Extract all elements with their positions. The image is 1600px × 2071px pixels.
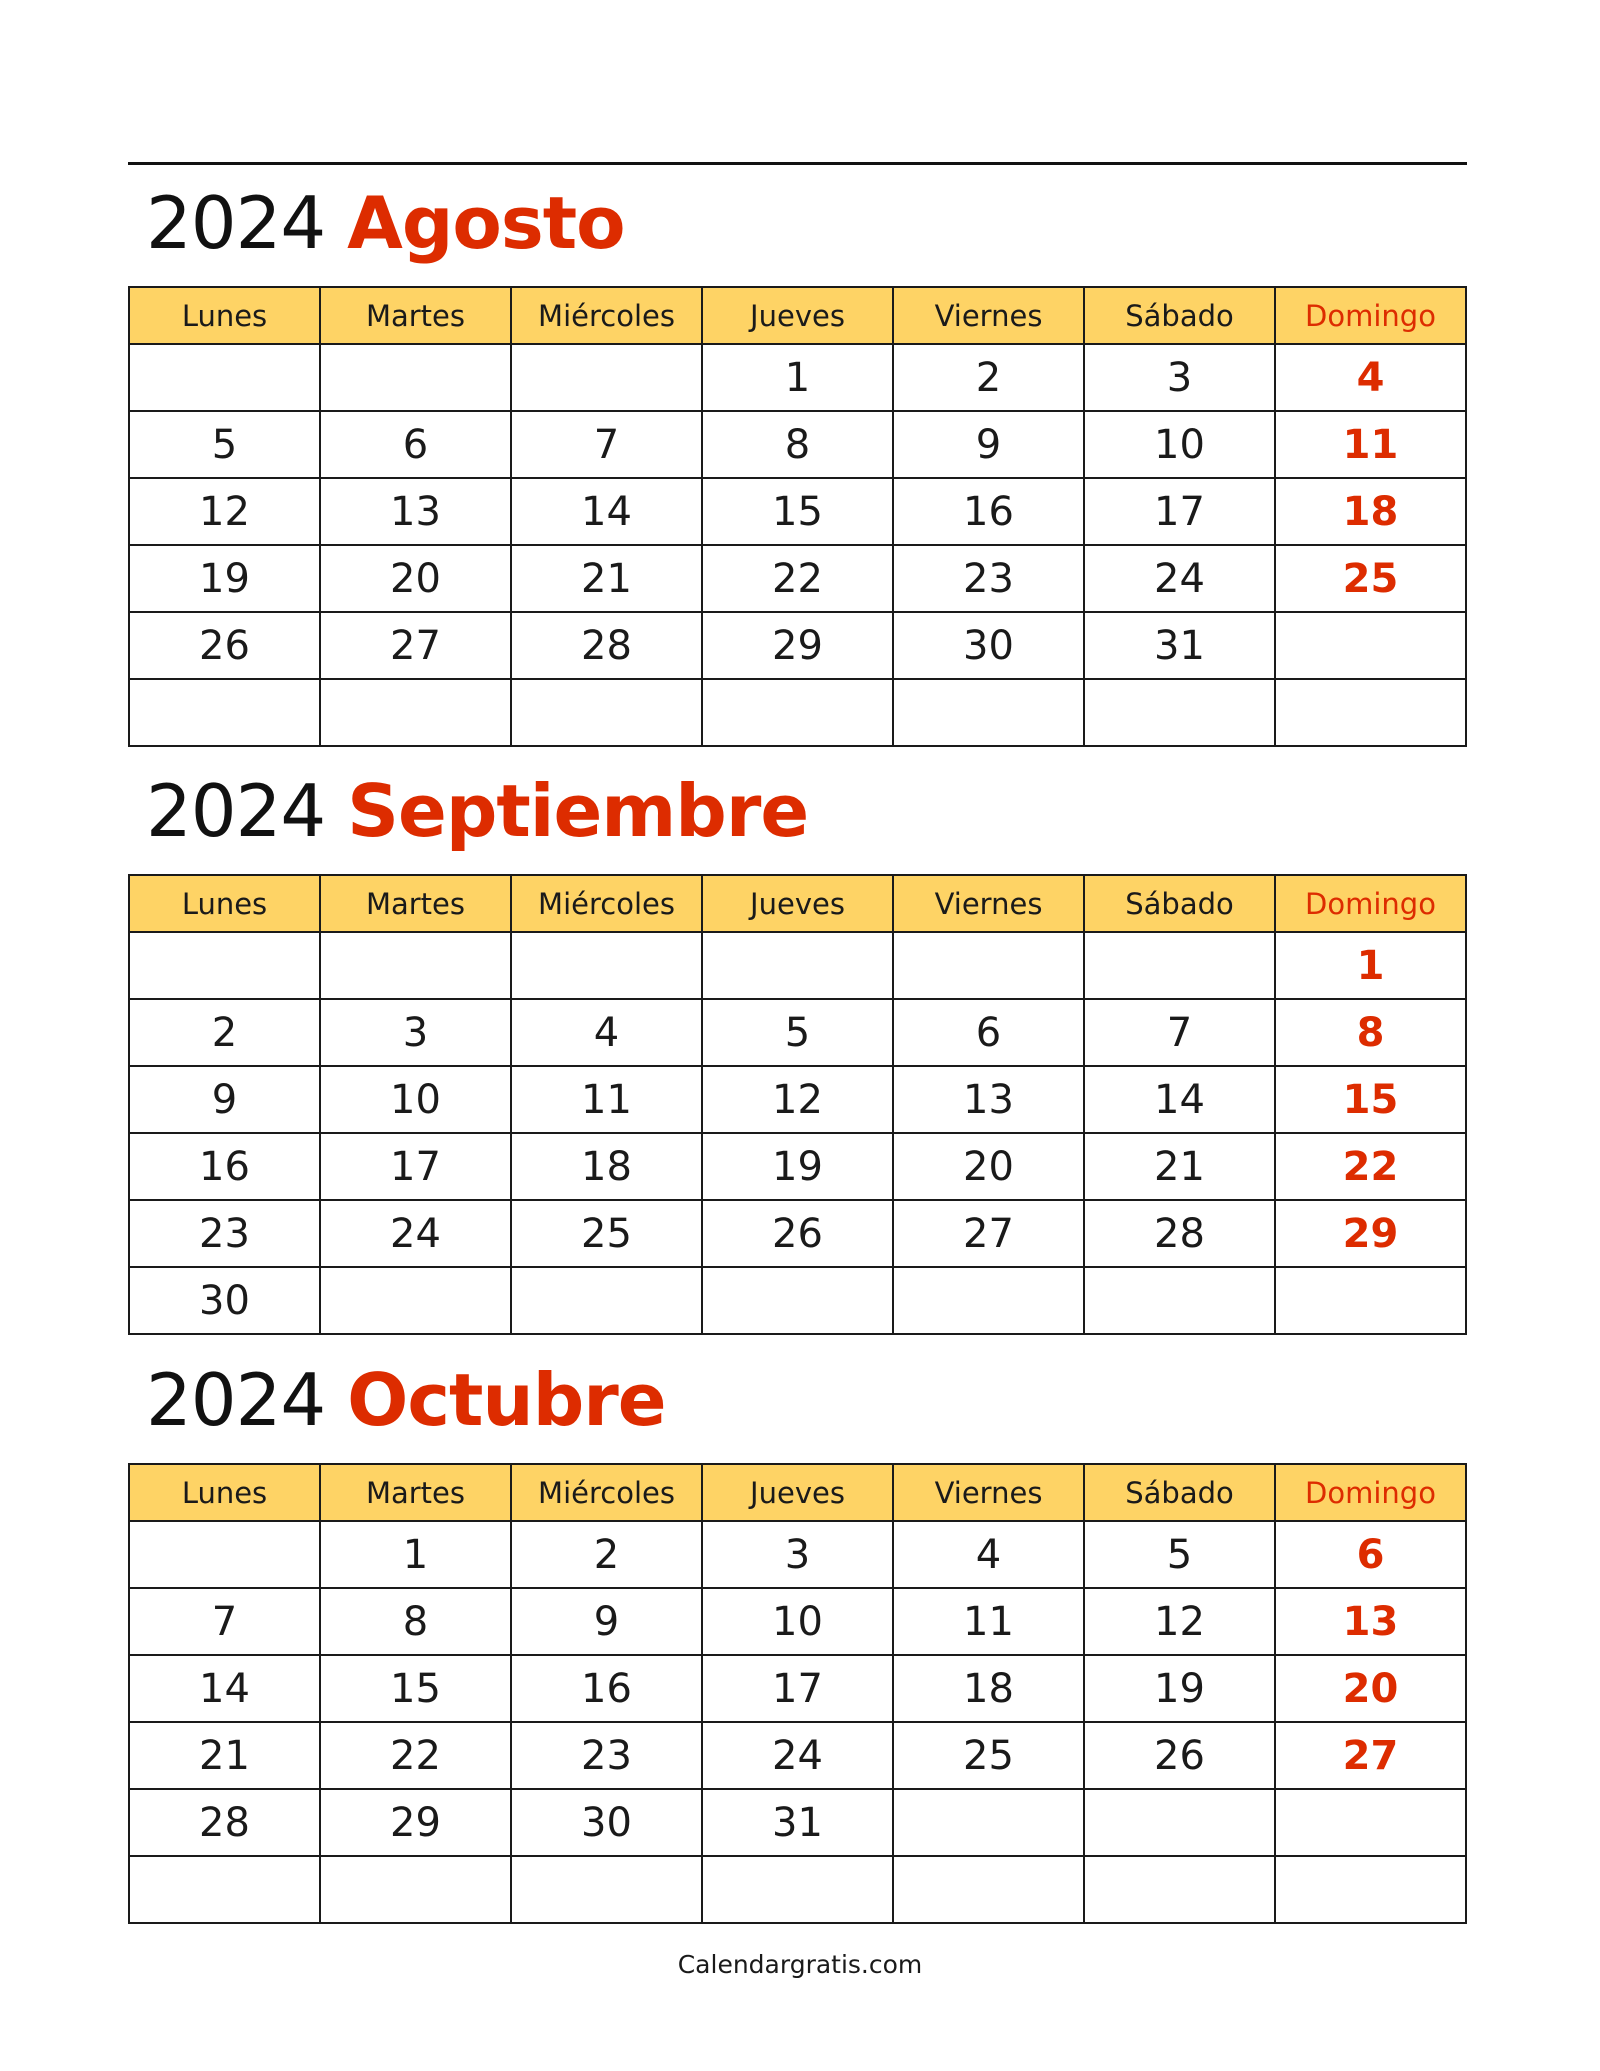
day-cell bbox=[1084, 1267, 1275, 1334]
day-cell: 9 bbox=[511, 1588, 702, 1655]
day-cell bbox=[893, 1267, 1084, 1334]
day-cell bbox=[320, 344, 511, 411]
weekday-header: Lunes bbox=[129, 1464, 320, 1521]
weekday-header: Sábado bbox=[1084, 875, 1275, 932]
day-cell bbox=[320, 1856, 511, 1923]
day-cell: 23 bbox=[129, 1200, 320, 1267]
week-row bbox=[129, 411, 1466, 478]
day-cell bbox=[1084, 679, 1275, 746]
day-cell: 7 bbox=[511, 411, 702, 478]
week-row bbox=[129, 1722, 1466, 1789]
day-cell: 3 bbox=[1084, 344, 1275, 411]
week-row bbox=[129, 679, 1466, 746]
day-cell-sunday bbox=[1275, 1267, 1466, 1334]
day-cell bbox=[702, 1267, 893, 1334]
day-cell-sunday: 6 bbox=[1275, 1521, 1466, 1588]
day-cell: 26 bbox=[702, 1200, 893, 1267]
day-cell: 21 bbox=[511, 545, 702, 612]
day-cell: 14 bbox=[1084, 1066, 1275, 1133]
day-cell: 24 bbox=[320, 1200, 511, 1267]
day-cell: 5 bbox=[129, 411, 320, 478]
week-row bbox=[129, 344, 1466, 411]
day-cell: 20 bbox=[320, 545, 511, 612]
day-cell bbox=[129, 1521, 320, 1588]
day-cell: 17 bbox=[320, 1133, 511, 1200]
weekday-header: Jueves bbox=[702, 875, 893, 932]
day-cell: 31 bbox=[1084, 612, 1275, 679]
day-cell-sunday: 29 bbox=[1275, 1200, 1466, 1267]
week-row bbox=[129, 1856, 1466, 1923]
day-cell: 14 bbox=[511, 478, 702, 545]
day-cell: 29 bbox=[702, 612, 893, 679]
day-cell bbox=[702, 679, 893, 746]
weekday-header: Miércoles bbox=[511, 287, 702, 344]
week-row bbox=[129, 1655, 1466, 1722]
day-cell-sunday: 4 bbox=[1275, 344, 1466, 411]
day-cell: 23 bbox=[893, 545, 1084, 612]
weekday-header: Viernes bbox=[893, 287, 1084, 344]
weekday-header: Miércoles bbox=[511, 875, 702, 932]
day-cell bbox=[893, 679, 1084, 746]
week-row bbox=[129, 1066, 1466, 1133]
day-cell: 1 bbox=[320, 1521, 511, 1588]
weekday-header: Domingo bbox=[1275, 875, 1466, 932]
day-cell-sunday: 18 bbox=[1275, 478, 1466, 545]
week-row bbox=[129, 932, 1466, 999]
weekday-header: Miércoles bbox=[511, 1464, 702, 1521]
top-rule bbox=[128, 162, 1467, 165]
day-cell-sunday: 20 bbox=[1275, 1655, 1466, 1722]
day-cell: 31 bbox=[702, 1789, 893, 1856]
day-cell: 18 bbox=[511, 1133, 702, 1200]
day-cell: 6 bbox=[320, 411, 511, 478]
day-cell bbox=[511, 932, 702, 999]
day-cell-sunday bbox=[1275, 1789, 1466, 1856]
day-cell bbox=[893, 932, 1084, 999]
day-cell: 17 bbox=[1084, 478, 1275, 545]
month-title bbox=[146, 178, 625, 268]
day-cell: 15 bbox=[702, 478, 893, 545]
day-cell bbox=[320, 1267, 511, 1334]
day-cell: 16 bbox=[893, 478, 1084, 545]
day-cell: 19 bbox=[1084, 1655, 1275, 1722]
day-cell: 23 bbox=[511, 1722, 702, 1789]
day-cell: 5 bbox=[1084, 1521, 1275, 1588]
weekday-header: Viernes bbox=[893, 1464, 1084, 1521]
day-cell: 11 bbox=[511, 1066, 702, 1133]
weekday-header: Sábado bbox=[1084, 1464, 1275, 1521]
weekday-header: Viernes bbox=[893, 875, 1084, 932]
week-row bbox=[129, 1133, 1466, 1200]
weekday-header: Jueves bbox=[702, 287, 893, 344]
day-cell: 9 bbox=[893, 411, 1084, 478]
day-cell: 2 bbox=[129, 999, 320, 1066]
week-row bbox=[129, 1789, 1466, 1856]
day-cell bbox=[511, 1267, 702, 1334]
day-cell bbox=[320, 679, 511, 746]
day-cell: 27 bbox=[320, 612, 511, 679]
day-cell: 12 bbox=[129, 478, 320, 545]
day-cell: 20 bbox=[893, 1133, 1084, 1200]
day-cell: 29 bbox=[320, 1789, 511, 1856]
day-cell: 10 bbox=[702, 1588, 893, 1655]
day-cell: 13 bbox=[320, 478, 511, 545]
month-year: 2024 bbox=[146, 1358, 326, 1442]
week-row bbox=[129, 1588, 1466, 1655]
footer-site: Calendargratis.com bbox=[677, 1950, 923, 1979]
day-cell: 9 bbox=[129, 1066, 320, 1133]
day-cell: 4 bbox=[893, 1521, 1084, 1588]
day-cell: 24 bbox=[702, 1722, 893, 1789]
day-cell: 27 bbox=[893, 1200, 1084, 1267]
day-cell: 22 bbox=[320, 1722, 511, 1789]
weekday-header: Sábado bbox=[1084, 287, 1275, 344]
day-cell bbox=[511, 1856, 702, 1923]
day-cell: 10 bbox=[320, 1066, 511, 1133]
day-cell bbox=[129, 1856, 320, 1923]
day-cell: 13 bbox=[893, 1066, 1084, 1133]
day-cell bbox=[320, 932, 511, 999]
week-row bbox=[129, 1200, 1466, 1267]
calendar-grid bbox=[128, 1463, 1467, 1924]
day-cell: 12 bbox=[1084, 1588, 1275, 1655]
weekday-header: Martes bbox=[320, 1464, 511, 1521]
day-cell bbox=[129, 932, 320, 999]
weekday-header-row bbox=[129, 1464, 1466, 1521]
day-cell: 30 bbox=[511, 1789, 702, 1856]
month-year: 2024 bbox=[146, 769, 326, 853]
day-cell: 8 bbox=[702, 411, 893, 478]
day-cell: 7 bbox=[1084, 999, 1275, 1066]
week-row bbox=[129, 1521, 1466, 1588]
day-cell bbox=[702, 932, 893, 999]
week-row bbox=[129, 1267, 1466, 1334]
day-cell bbox=[129, 679, 320, 746]
calendar-grid bbox=[128, 286, 1467, 747]
week-row bbox=[129, 612, 1466, 679]
day-cell: 15 bbox=[320, 1655, 511, 1722]
day-cell: 3 bbox=[320, 999, 511, 1066]
day-cell: 16 bbox=[129, 1133, 320, 1200]
month-name: Octubre bbox=[347, 1358, 666, 1442]
day-cell: 18 bbox=[893, 1655, 1084, 1722]
weekday-header: Jueves bbox=[702, 1464, 893, 1521]
day-cell-sunday: 22 bbox=[1275, 1133, 1466, 1200]
day-cell: 11 bbox=[893, 1588, 1084, 1655]
day-cell: 22 bbox=[702, 545, 893, 612]
week-row bbox=[129, 545, 1466, 612]
day-cell-sunday bbox=[1275, 612, 1466, 679]
day-cell-sunday: 25 bbox=[1275, 545, 1466, 612]
day-cell: 28 bbox=[129, 1789, 320, 1856]
day-cell-sunday bbox=[1275, 1856, 1466, 1923]
day-cell: 21 bbox=[1084, 1133, 1275, 1200]
weekday-header: Martes bbox=[320, 875, 511, 932]
day-cell: 25 bbox=[511, 1200, 702, 1267]
day-cell: 19 bbox=[702, 1133, 893, 1200]
month-name: Septiembre bbox=[347, 769, 809, 853]
day-cell: 26 bbox=[1084, 1722, 1275, 1789]
day-cell: 1 bbox=[702, 344, 893, 411]
day-cell: 3 bbox=[702, 1521, 893, 1588]
day-cell: 10 bbox=[1084, 411, 1275, 478]
day-cell: 25 bbox=[893, 1722, 1084, 1789]
weekday-header: Domingo bbox=[1275, 287, 1466, 344]
day-cell: 28 bbox=[1084, 1200, 1275, 1267]
day-cell-sunday bbox=[1275, 679, 1466, 746]
day-cell-sunday: 27 bbox=[1275, 1722, 1466, 1789]
day-cell: 2 bbox=[893, 344, 1084, 411]
weekday-header: Lunes bbox=[129, 287, 320, 344]
day-cell: 30 bbox=[893, 612, 1084, 679]
day-cell: 12 bbox=[702, 1066, 893, 1133]
day-cell bbox=[893, 1856, 1084, 1923]
day-cell bbox=[129, 344, 320, 411]
day-cell bbox=[702, 1856, 893, 1923]
day-cell: 24 bbox=[1084, 545, 1275, 612]
day-cell: 8 bbox=[320, 1588, 511, 1655]
weekday-header: Martes bbox=[320, 287, 511, 344]
day-cell: 7 bbox=[129, 1588, 320, 1655]
day-cell: 17 bbox=[702, 1655, 893, 1722]
day-cell: 30 bbox=[129, 1267, 320, 1334]
day-cell-sunday: 1 bbox=[1275, 932, 1466, 999]
day-cell: 6 bbox=[893, 999, 1084, 1066]
month-title bbox=[146, 1355, 666, 1445]
day-cell: 19 bbox=[129, 545, 320, 612]
weekday-header: Lunes bbox=[129, 875, 320, 932]
day-cell-sunday: 13 bbox=[1275, 1588, 1466, 1655]
day-cell: 26 bbox=[129, 612, 320, 679]
day-cell bbox=[1084, 1856, 1275, 1923]
day-cell bbox=[893, 1789, 1084, 1856]
day-cell bbox=[1084, 1789, 1275, 1856]
weekday-header-row bbox=[129, 287, 1466, 344]
day-cell bbox=[511, 344, 702, 411]
month-name: Agosto bbox=[347, 181, 625, 265]
month-year: 2024 bbox=[146, 181, 326, 265]
day-cell: 2 bbox=[511, 1521, 702, 1588]
month-title bbox=[146, 766, 808, 856]
day-cell bbox=[511, 679, 702, 746]
week-row bbox=[129, 478, 1466, 545]
day-cell bbox=[1084, 932, 1275, 999]
weekday-header-row bbox=[129, 875, 1466, 932]
day-cell: 16 bbox=[511, 1655, 702, 1722]
day-cell: 14 bbox=[129, 1655, 320, 1722]
week-row bbox=[129, 999, 1466, 1066]
day-cell-sunday: 11 bbox=[1275, 411, 1466, 478]
day-cell-sunday: 15 bbox=[1275, 1066, 1466, 1133]
calendar-grid bbox=[128, 874, 1467, 1335]
day-cell: 5 bbox=[702, 999, 893, 1066]
day-cell-sunday: 8 bbox=[1275, 999, 1466, 1066]
weekday-header: Domingo bbox=[1275, 1464, 1466, 1521]
day-cell: 4 bbox=[511, 999, 702, 1066]
day-cell: 21 bbox=[129, 1722, 320, 1789]
day-cell: 28 bbox=[511, 612, 702, 679]
